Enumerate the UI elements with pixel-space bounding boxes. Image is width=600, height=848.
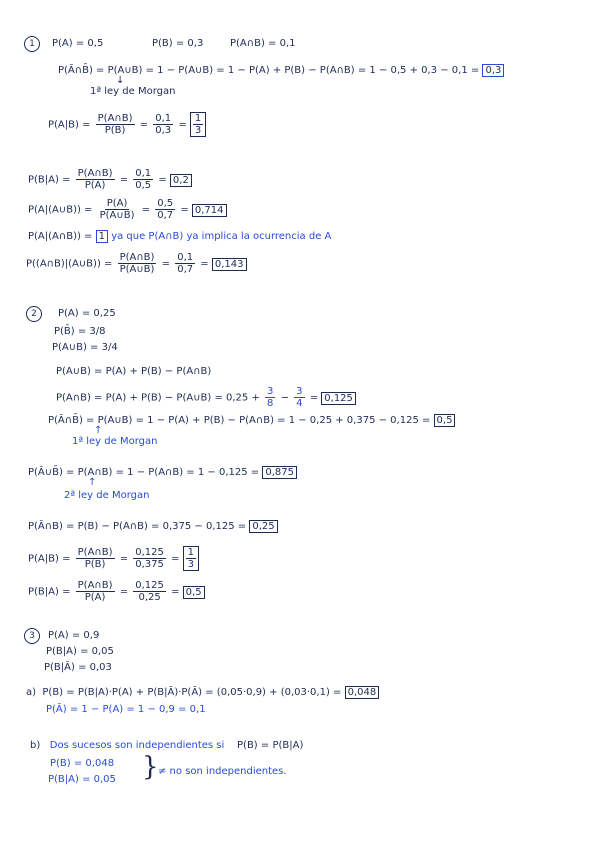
pab2-den2: 0,375: [135, 559, 164, 570]
pab2-num2: 0,125: [135, 547, 164, 558]
last-den2: 0,7: [177, 264, 194, 275]
pba-lhs: P(B|A) =: [28, 174, 71, 186]
comp2-expression: P(Ā∪B̄) = P(A∩B) = 1 − P(A∩B) = 1 − 0,125 =: [28, 467, 260, 478]
brace-icon: }: [142, 752, 159, 782]
morgan-line: [58, 64, 504, 77]
anotb-result: 0,25: [249, 520, 277, 533]
pba2-den: P(A): [84, 592, 106, 603]
pab2-num: P(A∩B): [77, 547, 113, 558]
pab2-result: [183, 546, 199, 571]
given2-pbbar: P(B̄) = 3/8: [54, 326, 106, 337]
last-num: P(A∩B): [119, 252, 155, 263]
last-fraction: [118, 252, 157, 275]
arrow-up-icon: ↑: [88, 477, 97, 488]
comp-line: [48, 414, 455, 427]
pab2-res-den: 3: [187, 559, 195, 570]
pba2-den2: 0,25: [138, 592, 161, 603]
pba2-num2: 0,125: [135, 580, 164, 591]
last-num2: 0,1: [177, 252, 194, 263]
pA-aub-fraction-values: [155, 198, 175, 221]
morgan-expression: P(Ā∩B̄) = P(A∪B) = 1 − P(A∪B) = 1 − P(A) + P(B) − P(A∩B) = 1 − 0,5 + 0,3 − 0,1 =: [58, 65, 480, 76]
pab2-lhs: P(A|B) =: [28, 553, 71, 565]
inter-f2-den: 4: [296, 398, 303, 409]
pab-fraction-values: [153, 113, 173, 136]
pA-anb-result: 1: [96, 230, 108, 243]
pba-result: 0,2: [170, 174, 192, 187]
part-a-expression: P(B) = P(B|A)·P(A) + P(B|Ā)·P(Ā) = (0,05·0,9) + (0,03·0,1) =: [42, 687, 342, 698]
pba2-fraction: [76, 580, 115, 603]
pba-fraction: [76, 168, 115, 191]
part-b-condition: P(B) = P(B|A): [237, 740, 304, 751]
last-den: P(A∪B): [119, 264, 155, 275]
given-pa: P(A) = 0,5: [52, 38, 104, 49]
last-fraction-values: [175, 252, 195, 275]
pab-equation: P(A|B) = $\frac{P(A\cap B)}{P(B)}$ = $\frac{0,1}{0,3}$ = $\frac{1}{3}$: [48, 112, 206, 137]
arrow-up-icon: ↑: [94, 425, 103, 436]
pA-given-anb-line: [28, 230, 331, 243]
pA-aub-num: P(A): [106, 198, 128, 209]
pab-lhs: P(A|B) =: [48, 119, 91, 131]
part-a-result: 0,048: [345, 686, 380, 699]
pA-aub-lhs: P(A|(A∪B)) =: [28, 204, 93, 216]
comp2-result: 0,875: [262, 466, 297, 479]
pba-den2: 0,5: [135, 180, 152, 191]
pab-num2: 0,1: [155, 113, 172, 124]
given-pb: P(B) = 0,3: [152, 38, 204, 49]
union-formula: P(A∪B) = P(A) + P(B) − P(A∩B): [56, 366, 212, 377]
pba2-fraction-values: [133, 580, 166, 603]
inter-lhs: P(A∩B) = P(A) + P(B) − P(A∪B) = 0,25 +: [56, 392, 260, 404]
pba-fraction-values: [133, 168, 153, 191]
pA-aub-den: P(A∪B): [99, 210, 135, 221]
part-a-line: [26, 686, 379, 699]
pba-equation: P(B|A) = $\frac{P(A\cap B)}{P(A)}$ = $\frac{0,1}{0,5}$ = 0,2: [28, 168, 192, 191]
given3-pbnota: P(B|Ā) = 0,03: [44, 662, 112, 673]
given2-pa: P(A) = 0,25: [58, 308, 116, 319]
pab-result: [190, 112, 206, 137]
exercise-2-number: 2: [26, 306, 42, 322]
given-pab: P(A∩B) = 0,1: [230, 38, 296, 49]
exercise-1-number: 1: [24, 36, 40, 52]
morgan-result: 0,3: [482, 64, 504, 77]
part-b-conclusion: ≠ no son independientes.: [158, 766, 287, 777]
pab2-res-num: 1: [187, 547, 195, 558]
comp-expression: P(Ā∩B̄) = P(A∪B) = 1 − P(A) + P(B) − P(A∩B) = 1 − 0,25 + 0,375 − 0,125 =: [48, 415, 431, 426]
part-a-label: a): [26, 687, 37, 698]
pab-res-num: 1: [194, 113, 202, 124]
inter-frac2: [294, 386, 304, 409]
pba-den: P(A): [84, 180, 106, 191]
last-equation: P((A∩B)|(A∪B)) = $\frac{P(A\cap B)}{P(A\cup B)}$ = $\frac{0,1}{0,7}$ = 0,143: [26, 252, 247, 275]
pA-anb-lhs: P(A|(A∩B)) =: [28, 231, 93, 242]
pab2-fraction-values: [133, 547, 166, 570]
exercise-3-number: 3: [24, 628, 40, 644]
anotb-expression: P(Ā∩B) = P(B) − P(A∩B) = 0,375 − 0,125 =: [28, 521, 247, 532]
pab-den: P(B): [104, 125, 126, 136]
pab2-equation: P(A|B) = $\frac{P(A\cap B)}{P(B)}$ = $\frac{0,125}{0,375}$ = $\frac{1}{3}$: [28, 546, 199, 571]
pba2-num: P(A∩B): [77, 580, 113, 591]
pab-num: P(A∩B): [97, 113, 133, 124]
given2-paub: P(A∪B) = 3/4: [52, 342, 118, 353]
part-b-v1: P(B) = 0,048: [50, 758, 115, 769]
pba2-result: 0,5: [183, 586, 205, 599]
part-b-line: [30, 740, 303, 752]
inter-f1-den: 8: [267, 398, 274, 409]
pA-given-aub-equation: P(A|(A∪B)) = $\frac{P(A)}{P(A\cup B)}$ = $\frac{0,5}{0,7}$ = 0,714: [28, 198, 227, 221]
morgan-note: 1ª ley de Morgan: [90, 86, 176, 97]
pA-aub-fraction: [98, 198, 137, 221]
pab2-den: P(B): [84, 559, 106, 570]
last-result: 0,143: [212, 258, 247, 271]
comp2-line: [28, 466, 297, 479]
comp-result: 0,5: [434, 414, 456, 427]
last-lhs: P((A∩B)|(A∪B)) =: [26, 258, 113, 270]
comp2-note: 2ª ley de Morgan: [64, 490, 150, 501]
pba2-lhs: P(B|A) =: [28, 586, 71, 598]
comp-note: 1ª ley de Morgan: [72, 436, 158, 447]
pab-den2: 0,3: [155, 125, 172, 136]
given3-pba: P(B|A) = 0,05: [46, 646, 114, 657]
part-b-label: b): [30, 740, 41, 751]
part-b-text: Dos sucesos son independientes si: [49, 740, 225, 751]
anotb-line: [28, 520, 278, 533]
arrow-down-icon: ↓: [116, 75, 125, 86]
part-b-v2: P(B|A) = 0,05: [48, 774, 116, 785]
part-a-sub: P(Ā) = 1 − P(A) = 1 − 0,9 = 0,1: [46, 704, 206, 715]
pba-num: P(A∩B): [77, 168, 113, 179]
pA-anb-note: ya que P(A∩B) ya implica la ocurrencia de A: [111, 231, 332, 242]
given3-pa: P(A) = 0,9: [48, 630, 100, 641]
inter-frac1: [265, 386, 275, 409]
pA-aub-result: 0,714: [192, 204, 227, 217]
pba2-equation: P(B|A) = $\frac{P(A\cap B)}{P(A)}$ = $\frac{0,125}{0,25}$ = 0,5: [28, 580, 205, 603]
pab-fraction: [96, 113, 135, 136]
inter-f2-num: 3: [296, 386, 303, 397]
pba-num2: 0,1: [135, 168, 152, 179]
pA-aub-den2: 0,7: [157, 210, 174, 221]
inter-f1-num: 3: [267, 386, 274, 397]
inter-result: 0,125: [321, 392, 356, 405]
inter-line: P(A∩B) = P(A) + P(B) − P(A∪B) = 0,25 + $\frac{3}{8}$ − $\frac{3}{4}$ = 0,125: [56, 386, 356, 409]
pab2-fraction: [76, 547, 115, 570]
pA-aub-num2: 0,5: [157, 198, 174, 209]
pab-res-den: 3: [194, 125, 202, 136]
